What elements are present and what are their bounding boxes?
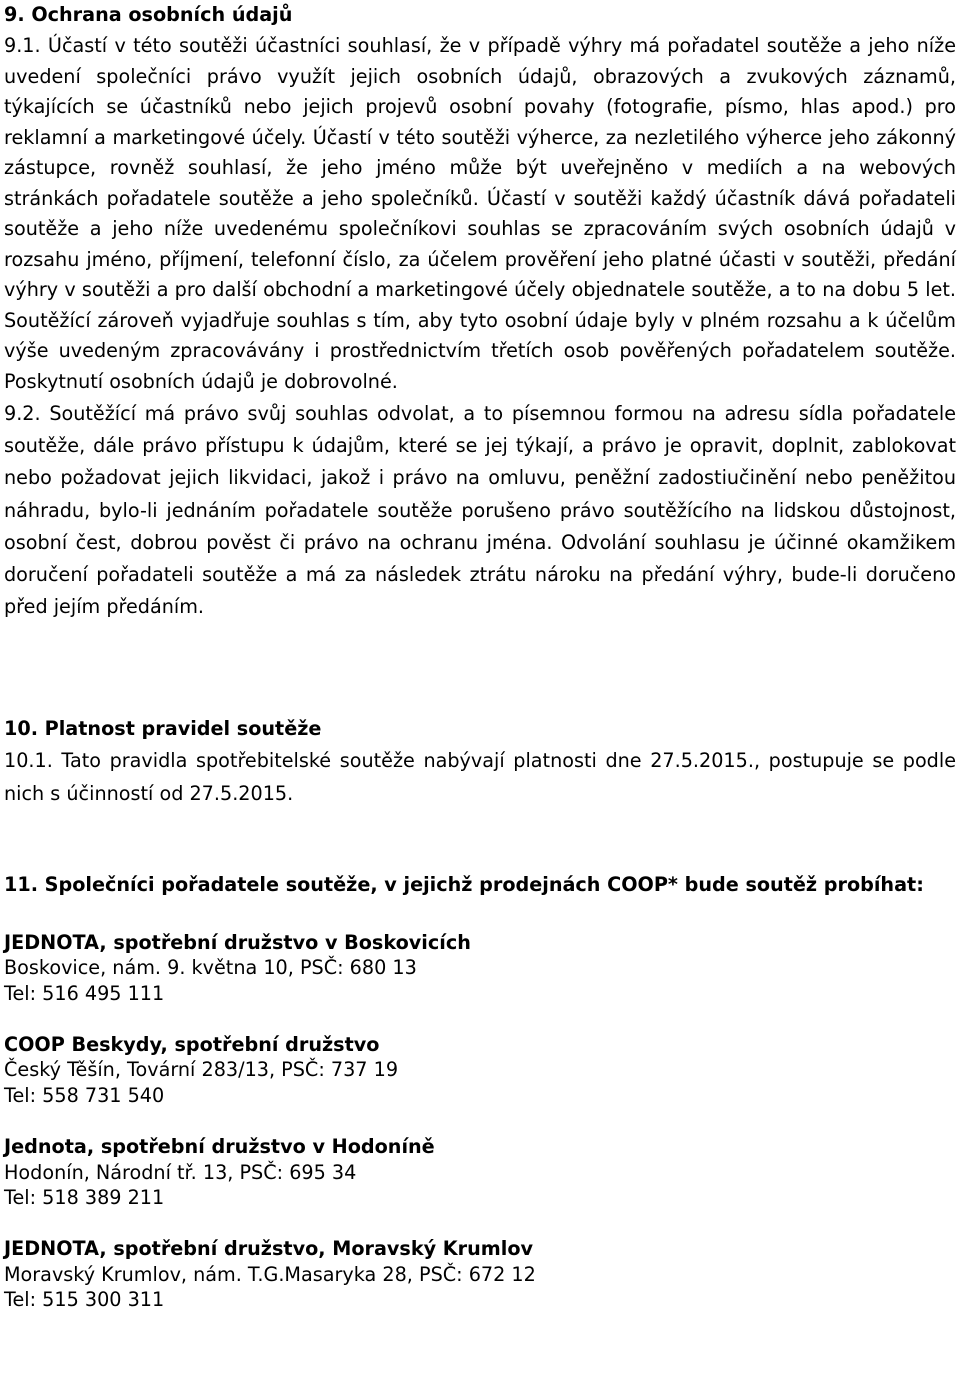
partner-entry	[4, 1032, 956, 1108]
partner-address: Boskovice, nám. 9. května 10, PSČ: 680 13	[4, 956, 417, 980]
partner-name: COOP Beskydy, spotřební družstvo	[4, 1033, 380, 1057]
partner-list	[4, 930, 956, 1313]
section-9-1-paragraph: 9.1. Účastí v této soutěži účastníci souhlasí, že v případě výhry má pořadatel soutěže a jeho níže uvedení společníci právo využít jejich osobních údajů, obrazových a zvukových záznamů, týkajících se účastníků nebo jejich projevů osobní povahy (fotografie, písmo, hlas apod.) pro reklamní a marketingové účely. Účastí v této soutěži výherce, za nezletilého výherce jeho zákonný zástupce, rovněž souhlasí, že jeho jméno může být uveřejněno v mediích a na webových stránkách pořadatele soutěže a jeho společníků. Účastí v soutěži každý účastník dává pořadateli soutěže a jeho níže uvedenému společníkovi souhlas se zpracováním svých osobních údajů v rozsahu jméno, příjmení, telefonní číslo, za účelem prověření jeho platné účasti v soutěži, předání výhry v soutěži a pro další obchodní a marketingové účely objednatele soutěže, a to na dobu 5 let. Soutěžící zároveň vyjadřuje souhlas s tím, aby tyto osobní údaje byly v plném rozsahu a k účelům výše uvedeným zpracovávány i prostřednictvím třetích osob pověřených pořadatelem soutěže. Poskytnutí osobních údajů je dobrovolné.	[4, 34, 956, 393]
section-11-heading: 11. Společníci pořadatele soutěže, v jejichž prodejnách COOP* bude soutěž probíhat:	[4, 872, 924, 896]
partner-name: Jednota, spotřební družstvo v Hodoníně	[4, 1135, 435, 1159]
partner-address: Hodonín, Národní tř. 13, PSČ: 695 34	[4, 1160, 357, 1184]
section-10-heading: 10. Platnost pravidel soutěže	[4, 717, 322, 741]
partner-phone: Tel: 558 731 540	[4, 1083, 165, 1107]
section-10-1-paragraph: 10.1. Tato pravidla spotřebitelské soutěže nabývají platnosti dne 27.5.2015., postupuje se podle nich s účinností od 27.5.2015.	[4, 749, 956, 805]
partner-phone: Tel: 518 389 211	[4, 1186, 165, 1210]
section-9-2-paragraph: 9.2. Soutěžící má právo svůj souhlas odvolat, a to písemnou formou na adresu sídla pořadatele soutěže, dále právo přístupu k údajům, které se jej týkají, a právo je opravit, doplnit, zablokovat nebo požadovat jejich likvidaci, jakož i právo na omluvu, peněžní zadostiučinění nebo peněžitou náhradu, bylo-li jednáním pořadatele soutěže porušeno právo soutěžícího na lidskou důstojnost, osobní čest, dobrou pověst či právo na ochranu jména. Odvolání souhlasu je účinné okamžikem doručení pořadateli soutěže a má za následek ztrátu nároku na předání výhry, bude-li doručeno před jejím předáním.	[4, 402, 956, 619]
partner-address: Český Těšín, Tovární 283/13, PSČ: 737 19	[4, 1058, 399, 1082]
partner-name: JEDNOTA, spotřební družstvo, Moravský Krumlov	[4, 1237, 534, 1261]
section-9-heading: 9. Ochrana osobních údajů	[4, 3, 293, 26]
partner-entry	[4, 1134, 956, 1210]
partner-entry	[4, 1236, 956, 1312]
partner-name: JEDNOTA, spotřební družstvo v Boskovicích	[4, 930, 471, 954]
partner-phone: Tel: 516 495 111	[4, 981, 165, 1005]
partner-phone: Tel: 515 300 311	[4, 1288, 165, 1312]
partner-address: Moravský Krumlov, nám. T.G.Masaryka 28, PSČ: 672 12	[4, 1262, 536, 1286]
document-page	[4, 0, 956, 1313]
partner-entry	[4, 930, 956, 1006]
